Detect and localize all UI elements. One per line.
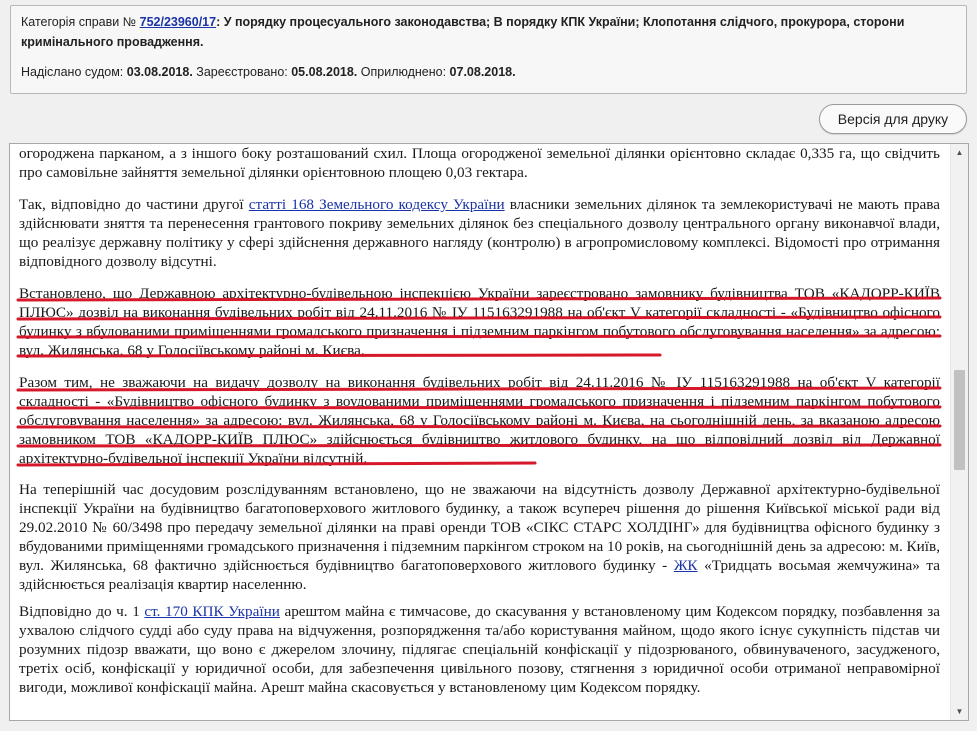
paragraph-land-code-text-1: Так, відповідно до частини другої: [19, 196, 249, 213]
land-code-link[interactable]: статті 168 Земельного кодексу України: [248, 196, 505, 213]
sent-label: Надіслано судом:: [21, 65, 124, 79]
vertical-scrollbar[interactable]: [950, 144, 968, 720]
case-info-panel: [10, 5, 967, 94]
paragraph-permit: Встановлено, що Державною архітектурно-будівельною інспекцією України зареєстровано замовнику будівництва ТОВ «КАДОРР-КИЇВ ПЛЮС» дозвіл на виконання будівельних робіт від 24.11.2016 № ІУ 115163291988 на об'єкт V категорії складності - «Будівництво офісного будинку з вбудованими приміщеннями громадського призначення і підземним паркінгом побутового обслуговування населення» за адресою: вул. Жилянська, 68 у Голосіївському районі м. Києва.: [19, 285, 940, 359]
paragraph-land-code: [19, 195, 940, 271]
paragraph-investigation-text-2: «Тридцать восьмая жемчужина» та здійснюється реалізація квартир населенню.: [19, 557, 940, 593]
paragraph-land-code-text-2: власники земельних ділянок та землекористувачі не мають права здійснювати зняття та перенесення грантового покриву земельних ділянок без спеціального дозволу центрального органу виконавчої влади, що реалізує державну політику у сфері здійснення державного нагляду (контролю) в агропромисловому комплексі. Відомості про отримання відповідного дозволу відсутні.: [19, 196, 940, 270]
paragraph-investigation-text-1: На теперішній час досудовим розслідуванням встановлено, що не зважаючи на відсутність дозволу Державної архітектурно-будівельної інспекції України на будівництво багатоповерхового житлового будинку, а також всупереч рішення до рішення Київської міської ради від 29.02.2010 № 60/3498 про передачу земельної ділянки на праві оренди ТОВ «СІКС СТАРС ХОЛДІНГ» для будівництва офісного будинку з вбудованими приміщеннями громадського призначення і підземним паркінгом строком на 10 років, на сьогоднішній день за адресою: м. Київ, вул. Жилянська, 68 фактично здійснюється будівництво багатоповерхового житлового будинку -: [19, 481, 940, 574]
published-label: Оприлюднено:: [360, 65, 447, 79]
category-text: : У порядку процесуального законодавства; В порядку КПК України; Клопотання слідчого, прокурора, сторони кримінального провадження.: [21, 15, 905, 49]
paragraph-land-area: огороджена парканом, а з іншого боку розташований схил. Площа огородженої земельної ділянки орієнтовно складає 0,335 га, що свідчить про самовільне зайняття земельної ділянки орієнтовною площею 0,03 гектара.: [19, 145, 940, 181]
category-label: Категорія справи №: [21, 15, 137, 29]
cpc-article-link[interactable]: ст. 170 КПК України: [144, 603, 280, 620]
zhk-link[interactable]: ЖК: [673, 557, 698, 574]
scrollbar-thumb[interactable]: [954, 370, 965, 470]
registered-label: Зареєстровано:: [196, 65, 288, 79]
paragraph-arrest-text-2: арештом майна є тимчасове, до скасування у встановленому цим Кодексом порядку, позбавлення за ухвалою слідчого судді або суду права на відчуження, розпорядження та/або користування майном, щодо якого існує сукупність підстав чи розумних підозр вважати, що воно є джерелом злочину, підлягає спеціальній конфіскації у підозрюваного, обвинуваченого, засудженого, третіх осіб, конфіскації у юридичної особи, для забезпечення цивільного позову, стягнення з юридичної особи отриманої неправомірної вигоди, можливої конфіскації майна. Арешт майна скасовується у встановленому цим Кодексом порядку.: [19, 603, 940, 696]
paragraph-arrest: [19, 602, 940, 697]
registered-date: 05.08.2018.: [291, 65, 358, 79]
case-dates-line: [21, 62, 956, 82]
scroll-down-icon[interactable]: ▼: [955, 707, 964, 716]
paragraph-investigation: [19, 480, 940, 594]
published-date: 07.08.2018.: [449, 65, 516, 79]
sent-date: 03.08.2018.: [126, 65, 193, 79]
document-viewer[interactable]: [9, 143, 969, 721]
paragraph-construction: Разом тим, не зважаючи на видачу дозволу на виконання будівельних робіт від 24.11.2016 № ІУ 115163291988 на об'єкт V категорії складності - «Будівництво офісного будинку з воудованими приміщеннями громадського призначення і підземним паркінгом побутового обслуговування населення» за адресою: вул. Жилянська, 68 у Голосіївському районі м. Києва, на сьогоднішній день, за вказаною адресою замовником ТОВ «КАДОРР-КИЇВ ПЛЮС» здійснюється будівництво житлового будинку, на що відповідний дозвіл від Державної архітектурно-будівельної інспекції України відсутній.: [19, 374, 940, 467]
print-version-button[interactable]: Версія для друку: [819, 104, 967, 134]
case-number-link[interactable]: 752/23960/17: [139, 15, 217, 29]
scroll-up-icon[interactable]: ▲: [955, 148, 964, 157]
case-category-line: [21, 12, 956, 52]
paragraph-arrest-text-1: Відповідно до ч. 1: [19, 603, 145, 620]
